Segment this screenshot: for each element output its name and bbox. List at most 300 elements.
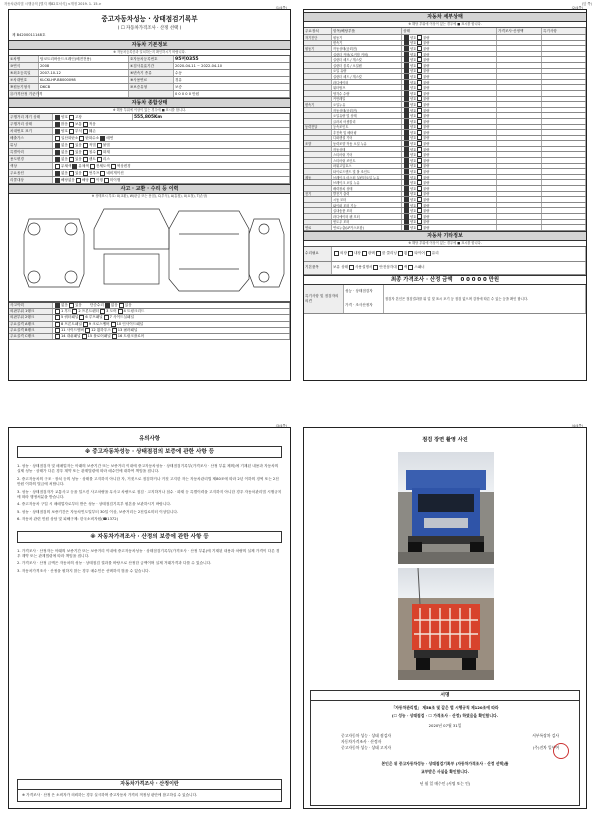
- page-2: [303, 6, 587, 381]
- page-4: [303, 424, 587, 809]
- col-header: 특기사항: [543, 28, 557, 33]
- detail-note: ※ 해당 부위에 이상이 있는 경우에 ■ 표시를 합니다.: [408, 22, 482, 26]
- checkbox-icon: [100, 171, 105, 176]
- detail-state-option: 양호: [410, 136, 417, 141]
- detail-group-label: 동력전달: [305, 125, 318, 130]
- detail-item-label: 변속기: [333, 41, 343, 46]
- checkbox-icon: [417, 175, 422, 180]
- checkbox-icon: [348, 251, 353, 256]
- status-option: 해당없음: [61, 177, 75, 182]
- checkbox-icon: [111, 164, 116, 169]
- checkbox-icon: [404, 225, 409, 230]
- status-option: 탄화수소: [85, 135, 100, 140]
- checkbox-icon: [404, 40, 409, 45]
- frame-option: 16 트렁크플로어: [117, 334, 145, 339]
- checkbox-icon: [97, 157, 102, 162]
- status-option: 전체도색: [95, 163, 110, 168]
- status-option: 보통: [74, 121, 82, 126]
- status-option: 없음: [61, 156, 68, 161]
- frame-option: 14 대쉬패널: [61, 334, 81, 339]
- detail-item-label: 디퍼렌셜 기어: [333, 136, 353, 141]
- frame-label: 사고이력: [10, 303, 24, 308]
- checkbox-icon: [69, 143, 74, 148]
- detail-state-option: 불량: [423, 41, 430, 46]
- checkbox-icon: [83, 171, 88, 176]
- detail-item-label: 시동 모터: [333, 198, 347, 203]
- checkbox-icon: [85, 328, 90, 333]
- detail-state-option: 양호: [410, 69, 417, 74]
- other-info-header: 자동차 기타정보: [304, 231, 586, 241]
- checkbox-icon: [83, 129, 88, 134]
- signer-name: (주)진차 일부여: [532, 745, 559, 750]
- detail-item-label: 발전기 출력: [333, 192, 350, 197]
- status-option: 있음: [74, 156, 82, 161]
- basic-value: D6CB: [40, 85, 51, 89]
- detail-state-option: 불량: [423, 136, 430, 141]
- basic-value: 2008: [40, 64, 50, 68]
- status-table: [9, 113, 290, 184]
- car-outline-diagram: [9, 199, 290, 301]
- checkbox-icon: [417, 113, 422, 118]
- checkbox-icon: [417, 130, 422, 135]
- basic-info-table: [9, 55, 290, 98]
- detail-item-label: 냉각수 수량: [333, 91, 350, 96]
- checkbox-icon: [417, 96, 422, 101]
- detail-group-label: 변속기: [305, 102, 315, 107]
- final-price-title: 최종 가격조사 · 산정 금액: [390, 276, 453, 283]
- checkbox-icon: [118, 309, 123, 314]
- checkbox-icon: [408, 251, 413, 256]
- detail-state-option: 불량: [423, 58, 430, 63]
- detail-state-option: 불량: [423, 164, 430, 169]
- detail-state-option: 양호: [410, 108, 417, 113]
- checkbox-icon: [417, 68, 422, 73]
- status-option: 많음: [61, 121, 68, 126]
- checkbox-icon: [398, 251, 403, 256]
- checkbox-icon: [404, 46, 409, 51]
- status-label: 리콜대상: [10, 177, 24, 182]
- checkbox-icon: [112, 328, 117, 333]
- detail-state-option: 불량: [423, 80, 430, 85]
- checkbox-icon: [69, 129, 74, 134]
- checkbox-icon: [69, 150, 74, 155]
- checkbox-icon: [404, 191, 409, 196]
- status-option: 유채색: [78, 163, 89, 168]
- rear-photo: [398, 568, 494, 680]
- checkbox-icon: [404, 57, 409, 62]
- detail-state-option: 불량: [423, 119, 430, 124]
- inspector-label: 성능 · 상태점검자: [345, 289, 373, 294]
- section-2-body: [9, 547, 290, 579]
- status-option: 있음: [74, 142, 82, 147]
- basic-label: ⑤최초등록일: [10, 70, 31, 75]
- status-option: 미이행: [109, 177, 121, 182]
- detail-state-option: 양호: [410, 164, 417, 169]
- checkbox-icon: [404, 63, 409, 68]
- accident-note: ※ 상태표시 부호: X(교환), W(판금 또는 용접), C(부식), A(흠집), U(요철), T(손상): [91, 194, 208, 198]
- detail-state-option: 양호: [410, 119, 417, 124]
- paragraph: 1. 가격조사 · 산정자는 아래의 보증기간 또는 보증거리 이내에 중고자동차성능 · 상태점검기록부(가격조사 · 산정 부분)에 기재된 내용과 차량의 실제 가격이 다른 경우 계약 또는 관계법령에 따라 책임을 집니다.: [17, 548, 280, 559]
- checkbox-icon: [83, 122, 88, 127]
- checkbox-icon: [398, 265, 403, 270]
- detail-state-option: 불량: [423, 214, 430, 219]
- basic-label: ⑩보증유형: [130, 84, 148, 89]
- detail-row: [304, 225, 586, 231]
- checkbox-icon: [83, 150, 88, 155]
- detail-state-option: 양호: [410, 46, 417, 51]
- checkbox-icon: [417, 203, 422, 208]
- status-label: 배출가스: [10, 135, 24, 140]
- other-row: [304, 262, 586, 275]
- other-label: 수리필요: [305, 251, 319, 256]
- status-option: 침수: [88, 149, 96, 154]
- other-option: 외장: [340, 251, 347, 256]
- detail-item-label: 오일유량 및 상태: [333, 114, 357, 119]
- detail-item-label: 파워고압호스: [333, 164, 352, 169]
- checkbox-icon: [404, 163, 409, 168]
- status-row: [9, 114, 290, 121]
- detail-header: 자동차 세부상태: [304, 12, 586, 22]
- signature-box: [310, 690, 580, 806]
- checkbox-icon: [404, 152, 409, 157]
- checkbox-icon: [417, 74, 422, 79]
- checkbox-icon: [55, 122, 60, 127]
- checkbox-icon: [417, 163, 422, 168]
- checkbox-icon: [417, 141, 422, 146]
- basic-value: 보증: [175, 84, 182, 89]
- checkbox-icon: [104, 315, 109, 320]
- checkbox-icon: [417, 158, 422, 163]
- frame-option: 4 트렁크리드: [123, 309, 145, 314]
- checkbox-icon: [82, 334, 87, 339]
- detail-item-label: 실린더 커버(로커암 커버): [333, 52, 369, 57]
- accident-header: 사고 · 교환 · 수리 등 이력: [9, 184, 290, 194]
- detail-item-label: 작동상태(공회전): [333, 46, 358, 51]
- checkbox-icon: [404, 141, 409, 146]
- status-label: 용도변경: [10, 156, 24, 161]
- detail-state-option: 양호: [410, 41, 417, 46]
- frame-option: 8 프론트패널: [61, 321, 82, 326]
- detail-group-label: 자기진단: [305, 35, 318, 40]
- detail-item-label: 윈도우 모터: [333, 220, 350, 225]
- plate-number: 95머0355: [175, 57, 199, 62]
- detail-state-option: 양호: [410, 114, 417, 119]
- checkbox-icon: [349, 265, 354, 270]
- detail-item-label: 실내송풍 모터: [333, 209, 353, 214]
- detail-table: [304, 27, 586, 231]
- checkbox-icon: [417, 135, 422, 140]
- checkbox-icon: [404, 74, 409, 79]
- checkbox-icon: [404, 130, 409, 135]
- checkbox-icon: [104, 178, 109, 183]
- checkbox-icon: [426, 251, 431, 256]
- checkbox-icon: [76, 178, 81, 183]
- checkbox-icon: [119, 303, 124, 308]
- detail-state-option: 양호: [410, 203, 417, 208]
- other-label: 기본품목: [305, 265, 319, 270]
- other-info-note: ※ 해당 부위에 이상이 있는 경우에 ■ 표시를 합니다.: [408, 240, 482, 245]
- detail-state-option: 불량: [423, 91, 430, 96]
- detail-item-label: 클러치 어셈블리: [333, 119, 356, 124]
- checkbox-icon: [417, 40, 422, 45]
- opinion-label: 특기사항 및 점검자의 의견: [305, 293, 339, 303]
- frame-label: 주요골격 A랭크: [10, 321, 35, 326]
- basic-label: ⑨원동기형식: [10, 84, 31, 89]
- checkbox-icon: [69, 115, 74, 120]
- detail-state-option: 불량: [423, 181, 430, 186]
- other-option: 스패너: [414, 265, 425, 270]
- receipt-line-1: 본인은 위 중고자동차성능 · 상태점검기록부 (자동차가격조사 · 산정 선택)를: [381, 761, 509, 766]
- detail-state-option: 불량: [423, 46, 430, 51]
- status-label: 튜닝: [10, 142, 17, 147]
- other-option: 안전삼각대: [379, 265, 397, 270]
- final-price-amount: 0 0 0 0 0 만원: [460, 276, 500, 283]
- status-option: 있음: [74, 149, 82, 154]
- company-seal-icon: [553, 743, 569, 759]
- checkbox-icon: [404, 175, 409, 180]
- detail-state-option: 불량: [423, 142, 430, 147]
- page-4-label: (4/4쪽): [571, 424, 583, 428]
- mileage-value: 555,805Km: [134, 114, 162, 120]
- detail-state-option: 양호: [410, 198, 417, 203]
- status-row: [9, 177, 290, 184]
- checkbox-icon: [417, 108, 422, 113]
- status-option: 썬루프: [88, 170, 100, 175]
- detail-state-option: 불량: [423, 220, 430, 225]
- detail-item-label: 와이퍼 모터 기능: [333, 203, 357, 208]
- appraisal-box-text: ※ 가격조사 · 산정 은 소비자가 의뢰하는 경우 실시하며 중고자동차 가격의 적정성 판단에 참고하실 수 있습니다.: [22, 793, 198, 797]
- checkbox-icon: [404, 147, 409, 152]
- status-option: 렌트: [88, 156, 96, 161]
- frame-option: 11 사이드멤버: [61, 327, 85, 332]
- detail-state-option: 불량: [423, 153, 430, 158]
- checkbox-icon: [404, 180, 409, 185]
- status-label: 특별이력: [10, 149, 24, 154]
- checkbox-icon: [55, 303, 60, 308]
- basic-row: [9, 77, 290, 84]
- detail-state-option: 양호: [410, 153, 417, 158]
- status-option: 무채색: [61, 163, 72, 168]
- signer-role: 자동차가격조사 · 산정자: [341, 739, 382, 744]
- basic-value: 0 0 0 0 0 만원: [175, 91, 200, 96]
- detail-state-option: 불량: [423, 186, 430, 191]
- checkbox-icon: [373, 265, 378, 270]
- basic-value: 탑코트리바운드크레인(배전전용): [40, 56, 92, 61]
- front-photo: [398, 452, 494, 564]
- detail-group-label: 제동: [305, 175, 312, 180]
- detail-item-label: 라디에이터: [333, 80, 349, 85]
- checkbox-icon: [404, 113, 409, 118]
- status-option: 화재: [102, 149, 110, 154]
- checkbox-icon: [404, 68, 409, 73]
- detail-state-option: 양호: [410, 192, 417, 197]
- basic-label: ⑧사용연료: [130, 77, 148, 82]
- checkbox-icon: [334, 251, 339, 256]
- frame-row: [9, 334, 290, 340]
- detail-state-option: 양호: [410, 74, 417, 79]
- other-option: 룸 클리닝: [381, 251, 397, 256]
- detail-state-option: 불량: [423, 209, 430, 214]
- status-row: [9, 156, 290, 163]
- frame-option: 있음: [124, 303, 132, 308]
- checkbox-icon: [404, 208, 409, 213]
- car-diagram: [9, 199, 290, 302]
- detail-item-label: 브레이크 마스터 실린더오일 누유: [333, 175, 380, 180]
- detail-group-label: 원동기: [305, 46, 315, 51]
- detail-item-label: 스티어링 조인트: [333, 158, 356, 163]
- opinion-row: [304, 285, 586, 314]
- checkbox-icon: [97, 150, 102, 155]
- signer-name: 서부특장차 검사: [532, 733, 559, 738]
- col-header: 주요장치: [305, 28, 319, 33]
- checkbox-icon: [404, 102, 409, 107]
- basic-label: ⑪가격산정 기준가격: [10, 91, 43, 96]
- page-3-title: 유의사항: [139, 436, 160, 442]
- sign-date: 2020년 07월 31일: [428, 723, 462, 728]
- status-row: [9, 163, 290, 170]
- checkbox-icon: [69, 157, 74, 162]
- basic-info-note: ※ 자동차등록증과 일치하는지 확인하시기 바랍니다.: [113, 50, 186, 54]
- checkbox-icon: [111, 322, 116, 327]
- detail-state-option: 불량: [423, 170, 430, 175]
- detail-state-option: 양호: [410, 175, 417, 180]
- basic-row: [9, 70, 290, 77]
- checkbox-icon: [83, 157, 88, 162]
- detail-state-option: 불량: [423, 114, 430, 119]
- detail-body: [304, 35, 586, 231]
- checkbox-icon: [55, 322, 60, 327]
- sign-line-1: 「자동차관리법」 제58조 및 같은 법 시행규칙 제120조에 따라: [391, 705, 499, 710]
- detail-state-option: 양호: [410, 35, 417, 40]
- page-4-title: 점검 장면 촬영 사진: [422, 437, 468, 443]
- status-option: 부식: [74, 128, 82, 133]
- status-note: ※ 해당 부위에 이상이 있는 경우에 ■ 표시를 합니다.: [112, 108, 187, 112]
- detail-state-option: 양호: [410, 80, 417, 85]
- signer-role: 중고자동차 성능 · 상태 고지자: [341, 745, 392, 750]
- checkbox-icon: [417, 169, 422, 174]
- status-label: 주행거리 계기 상태: [10, 114, 41, 119]
- other-option: 내장: [353, 251, 361, 256]
- basic-label: ⑦차대번호: [10, 77, 28, 82]
- detail-state-option: 양호: [410, 91, 417, 96]
- basic-label: ③연식: [10, 63, 21, 68]
- appraiser-label: 가격 · 조사산정자: [345, 303, 373, 308]
- checkbox-icon: [55, 129, 60, 134]
- checkbox-icon: [404, 219, 409, 224]
- detail-state-option: 양호: [410, 147, 417, 152]
- detail-state-option: 불량: [423, 158, 430, 163]
- checkbox-icon: [404, 52, 409, 57]
- frame-option: 3 도어: [106, 309, 117, 314]
- status-label: 색상: [10, 163, 17, 168]
- page-1-subtitle: ( ☐ 자동차가격조사 · 산정 선택 ): [117, 26, 182, 31]
- detail-state-option: 양호: [410, 170, 417, 175]
- checkbox-icon: [55, 178, 60, 183]
- signer-role: 중고자동차 성능 · 상태 점검자: [341, 733, 392, 738]
- detail-state-option: 양호: [410, 63, 417, 68]
- status-label: 차대번호 표기: [10, 128, 32, 133]
- paragraph: 3. 성능 · 상태점검자가 교통사고 등을 일으킨 사고차량을 무사고 차량으로 점검 · 고지하거나 침수 · 화재 등 특별이력을 고지하지 아니한 경우 자동차관리법 시행규칙에 따라 행정처분을 받습니다.: [17, 489, 282, 500]
- frame-option: 9 크로스멤버: [88, 321, 110, 326]
- checkbox-icon: [105, 303, 110, 308]
- frame-option: 10 인사이드패널: [116, 321, 144, 326]
- detail-item-label: 실린더 블록 / 오일팬: [333, 63, 362, 68]
- status-option: 없음: [61, 149, 68, 154]
- other-option: 휠: [403, 251, 408, 256]
- detail-state-option: 양호: [410, 181, 417, 186]
- detail-state-option: 양호: [410, 58, 417, 63]
- signer-row: [341, 745, 559, 751]
- checkbox-icon: [72, 309, 77, 314]
- detail-item-label: 스티어링 기어: [333, 153, 353, 158]
- detail-item-label: 오일 유량: [333, 69, 347, 74]
- checkbox-icon: [417, 225, 422, 230]
- detail-item-label: 커먼레일: [333, 97, 346, 102]
- detail-state-option: 양호: [410, 130, 417, 135]
- detail-item-label: 작동상태(공회전): [333, 108, 358, 113]
- checkbox-icon: [404, 203, 409, 208]
- checkbox-icon: [90, 178, 95, 183]
- basic-label: ①차명: [10, 56, 21, 61]
- checkbox-icon: [376, 251, 381, 256]
- detail-state-option: 불량: [423, 198, 430, 203]
- detail-item-label: 연료누출(LP가스포함): [333, 225, 364, 230]
- frame-label: 주요골격 B랭크: [10, 327, 35, 332]
- frame-option: 5 쿼터패널: [61, 315, 79, 320]
- truck-front-image: [398, 452, 494, 564]
- paragraph: 5. 성능 · 상태점검의 보증기간은 자동차인도일부터 30일 이상, 보증거리는 2천킬로미터 이상입니다.: [17, 509, 179, 514]
- checkbox-icon: [55, 334, 60, 339]
- checkbox-icon: [55, 157, 60, 162]
- checkbox-icon: [404, 35, 409, 40]
- other-row: [304, 247, 586, 262]
- signer-list: [341, 733, 559, 751]
- frame-option: 없음: [61, 303, 68, 308]
- cert-number: 제 B4200011148호: [12, 33, 46, 37]
- other-option: 타이어: [414, 251, 425, 256]
- frame-option: 1 후드: [61, 309, 72, 314]
- detail-state-option: 불량: [423, 147, 430, 152]
- basic-row: [9, 91, 290, 98]
- detail-item-label: 작동상태: [333, 147, 346, 152]
- detail-item-label: 실린더 헤드 / 개스킷: [333, 74, 362, 79]
- status-label: 주행거리 상태: [10, 121, 32, 126]
- detail-group-label: 전기: [305, 192, 312, 197]
- status-option: 색상변경: [116, 163, 131, 168]
- checkbox-icon: [417, 85, 422, 90]
- other-option: 유리: [431, 251, 439, 256]
- detail-state-option: 불량: [423, 97, 430, 102]
- status-row: [9, 149, 290, 156]
- status-option: 양호: [61, 128, 68, 133]
- checkbox-icon: [404, 158, 409, 163]
- basic-label: ②자동차등록번호: [130, 56, 158, 61]
- col-header: 상태: [403, 28, 410, 33]
- checkbox-icon: [417, 52, 422, 57]
- detail-state-option: 불량: [423, 63, 430, 68]
- status-option: 네비게이션: [106, 170, 124, 175]
- detail-state-option: 양호: [410, 125, 417, 130]
- checkbox-icon: [55, 150, 60, 155]
- appraisal-info-box: [17, 779, 282, 802]
- checkbox-icon: [417, 147, 422, 152]
- checkbox-icon: [417, 219, 422, 224]
- page-1: [8, 6, 291, 381]
- checkbox-icon: [362, 251, 367, 256]
- checkbox-icon: [404, 124, 409, 129]
- detail-item-label: 원동기: [333, 35, 343, 40]
- paragraph: 4. 중고자동차 구입 시 매매업자로부터 받은 성능 · 상태점검기록부 원본을 보관하시기 바랍니다.: [17, 502, 172, 507]
